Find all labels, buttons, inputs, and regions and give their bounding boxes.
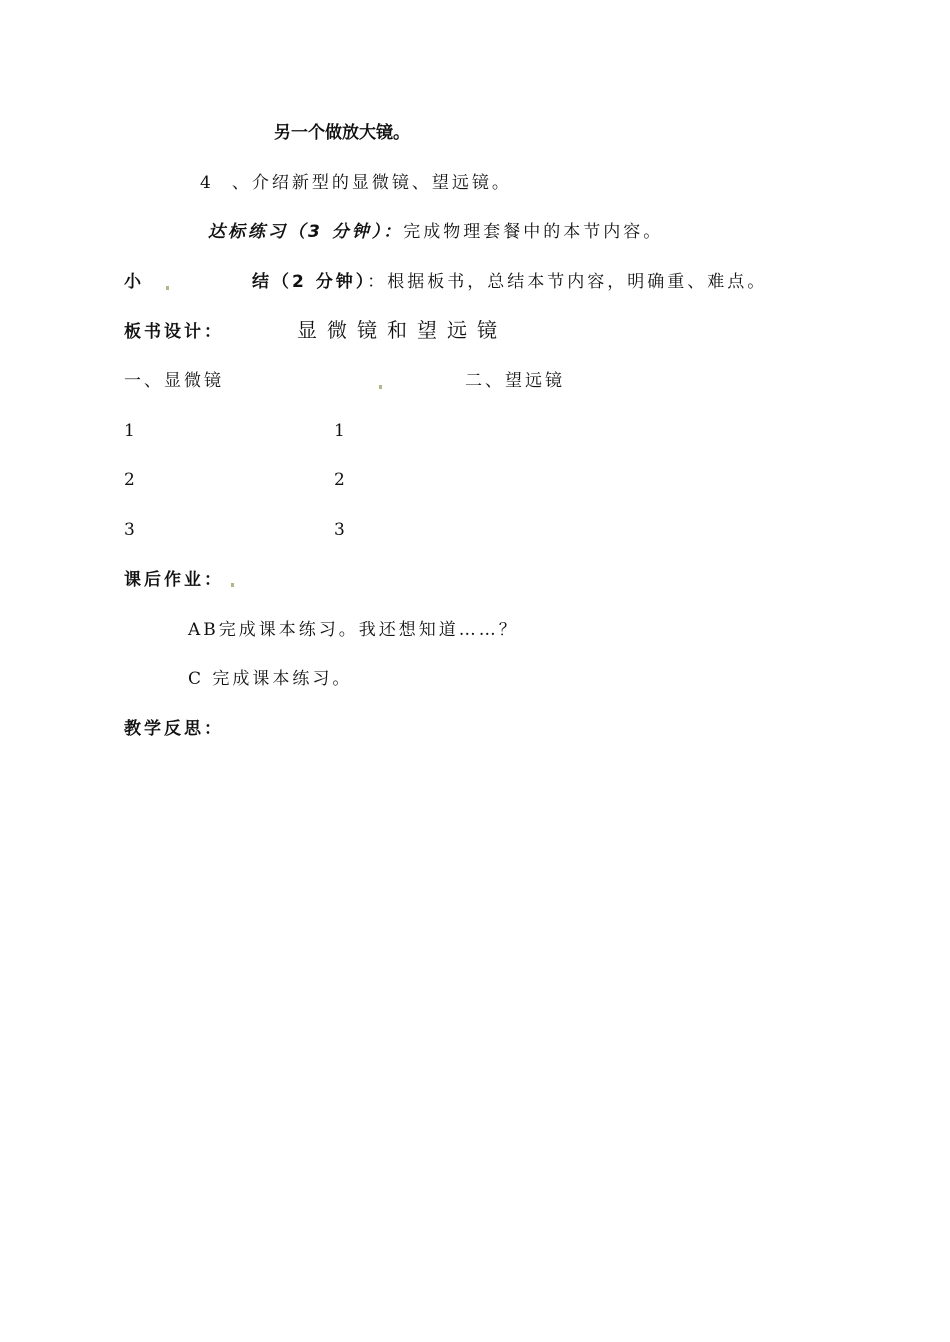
summary-label: 结（2 分钟）	[252, 272, 368, 292]
text-line-introduce	[200, 171, 512, 195]
column2-heading: 二、望远镜	[465, 371, 565, 391]
practice-line	[208, 220, 663, 244]
column1-item: 2	[124, 470, 135, 490]
summary-line	[252, 270, 767, 294]
item-text: 、介绍新型的显微镜、望远镜。	[231, 173, 512, 193]
column2-item: 2	[334, 470, 345, 490]
practice-label: 达标练习（3 分钟）：	[208, 222, 404, 242]
marker-dot	[166, 286, 169, 290]
column1-item: 1	[124, 421, 135, 441]
homework-ab: AB完成课本练习。我还想知道……？	[188, 620, 519, 640]
column2-item: 1	[334, 421, 345, 441]
column2-item: 3	[334, 520, 345, 540]
practice-text: 完成物理套餐中的本节内容。	[403, 222, 664, 242]
summary-text: ：根据板书，总结本节内容，明确重、难点。	[367, 272, 768, 292]
board-title: 显微镜和望远镜	[297, 318, 507, 342]
summary-label-small: 小	[124, 272, 141, 292]
item-number: 4	[200, 173, 214, 193]
column1-item: 3	[124, 520, 135, 540]
text-line-magnifier: 另一个做放大镜。	[274, 123, 410, 143]
column1-heading: 一、显微镜	[124, 371, 224, 391]
reflection-label: 教学反思：	[124, 719, 224, 739]
marker-dot	[379, 385, 382, 389]
marker-dot	[231, 583, 234, 587]
homework-label: 课后作业：	[124, 570, 224, 590]
board-design-label: 板书设计：	[124, 322, 224, 342]
homework-c: C 完成课本练习。	[188, 669, 353, 689]
